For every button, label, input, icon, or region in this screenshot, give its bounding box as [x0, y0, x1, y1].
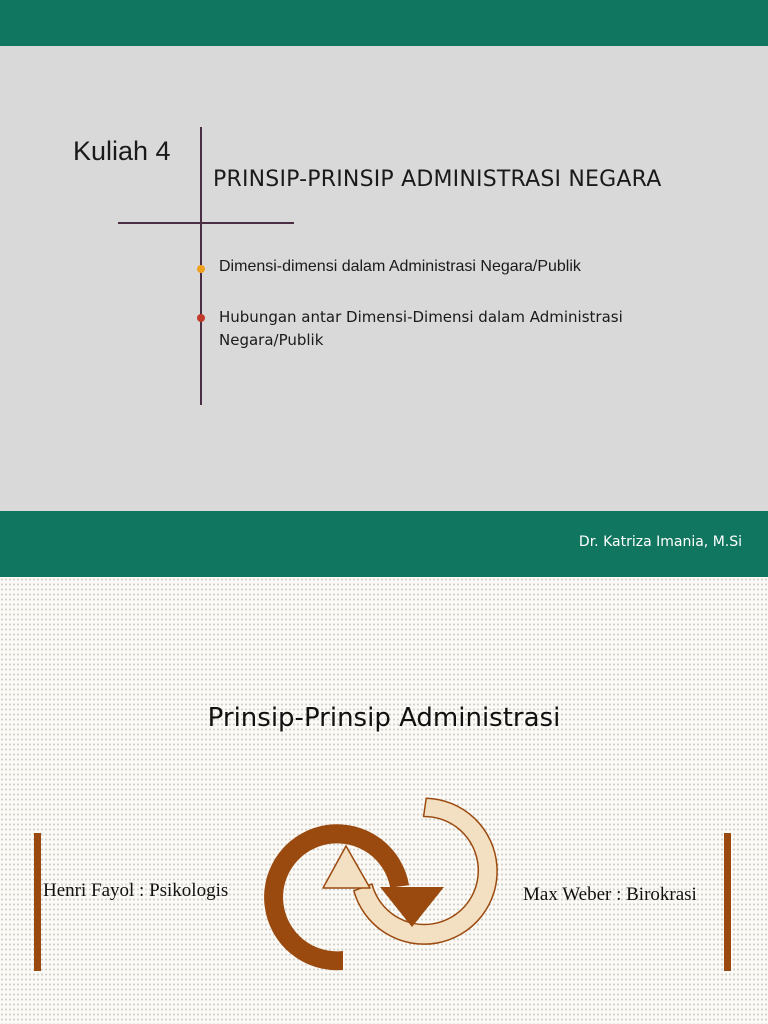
top-band — [0, 0, 768, 46]
bullet-dot-red — [197, 314, 205, 322]
left-accent-bar — [34, 833, 41, 971]
right-accent-bar — [724, 833, 731, 971]
bullet-dot-orange — [197, 265, 205, 273]
henri-fayol-label: Henri Fayol : Psikologis — [43, 880, 229, 901]
slide-2 — [0, 577, 768, 1024]
cycle-arrow-dark-icon — [264, 824, 444, 970]
cycle-arrows-diagram — [248, 791, 516, 983]
slide-2-title: Prinsip-Prinsip Administrasi — [207, 703, 561, 733]
author-name: Dr. Katriza Imania, M.Si — [578, 534, 742, 550]
bullet-item-2: Hubungan antar Dimensi-Dimensi dalam Administrasi Negara/Publik — [219, 308, 623, 349]
bullet-item-1: Dimensi-dimensi dalam Administrasi Negara/Publik — [219, 258, 581, 275]
slide-title: PRINSIP-PRINSIP ADMINISTRASI NEGARA — [213, 167, 662, 192]
max-weber-label: Max Weber : Birokrasi — [523, 884, 697, 905]
lecture-number: Kuliah 4 — [73, 136, 171, 166]
horizontal-divider — [118, 222, 294, 224]
